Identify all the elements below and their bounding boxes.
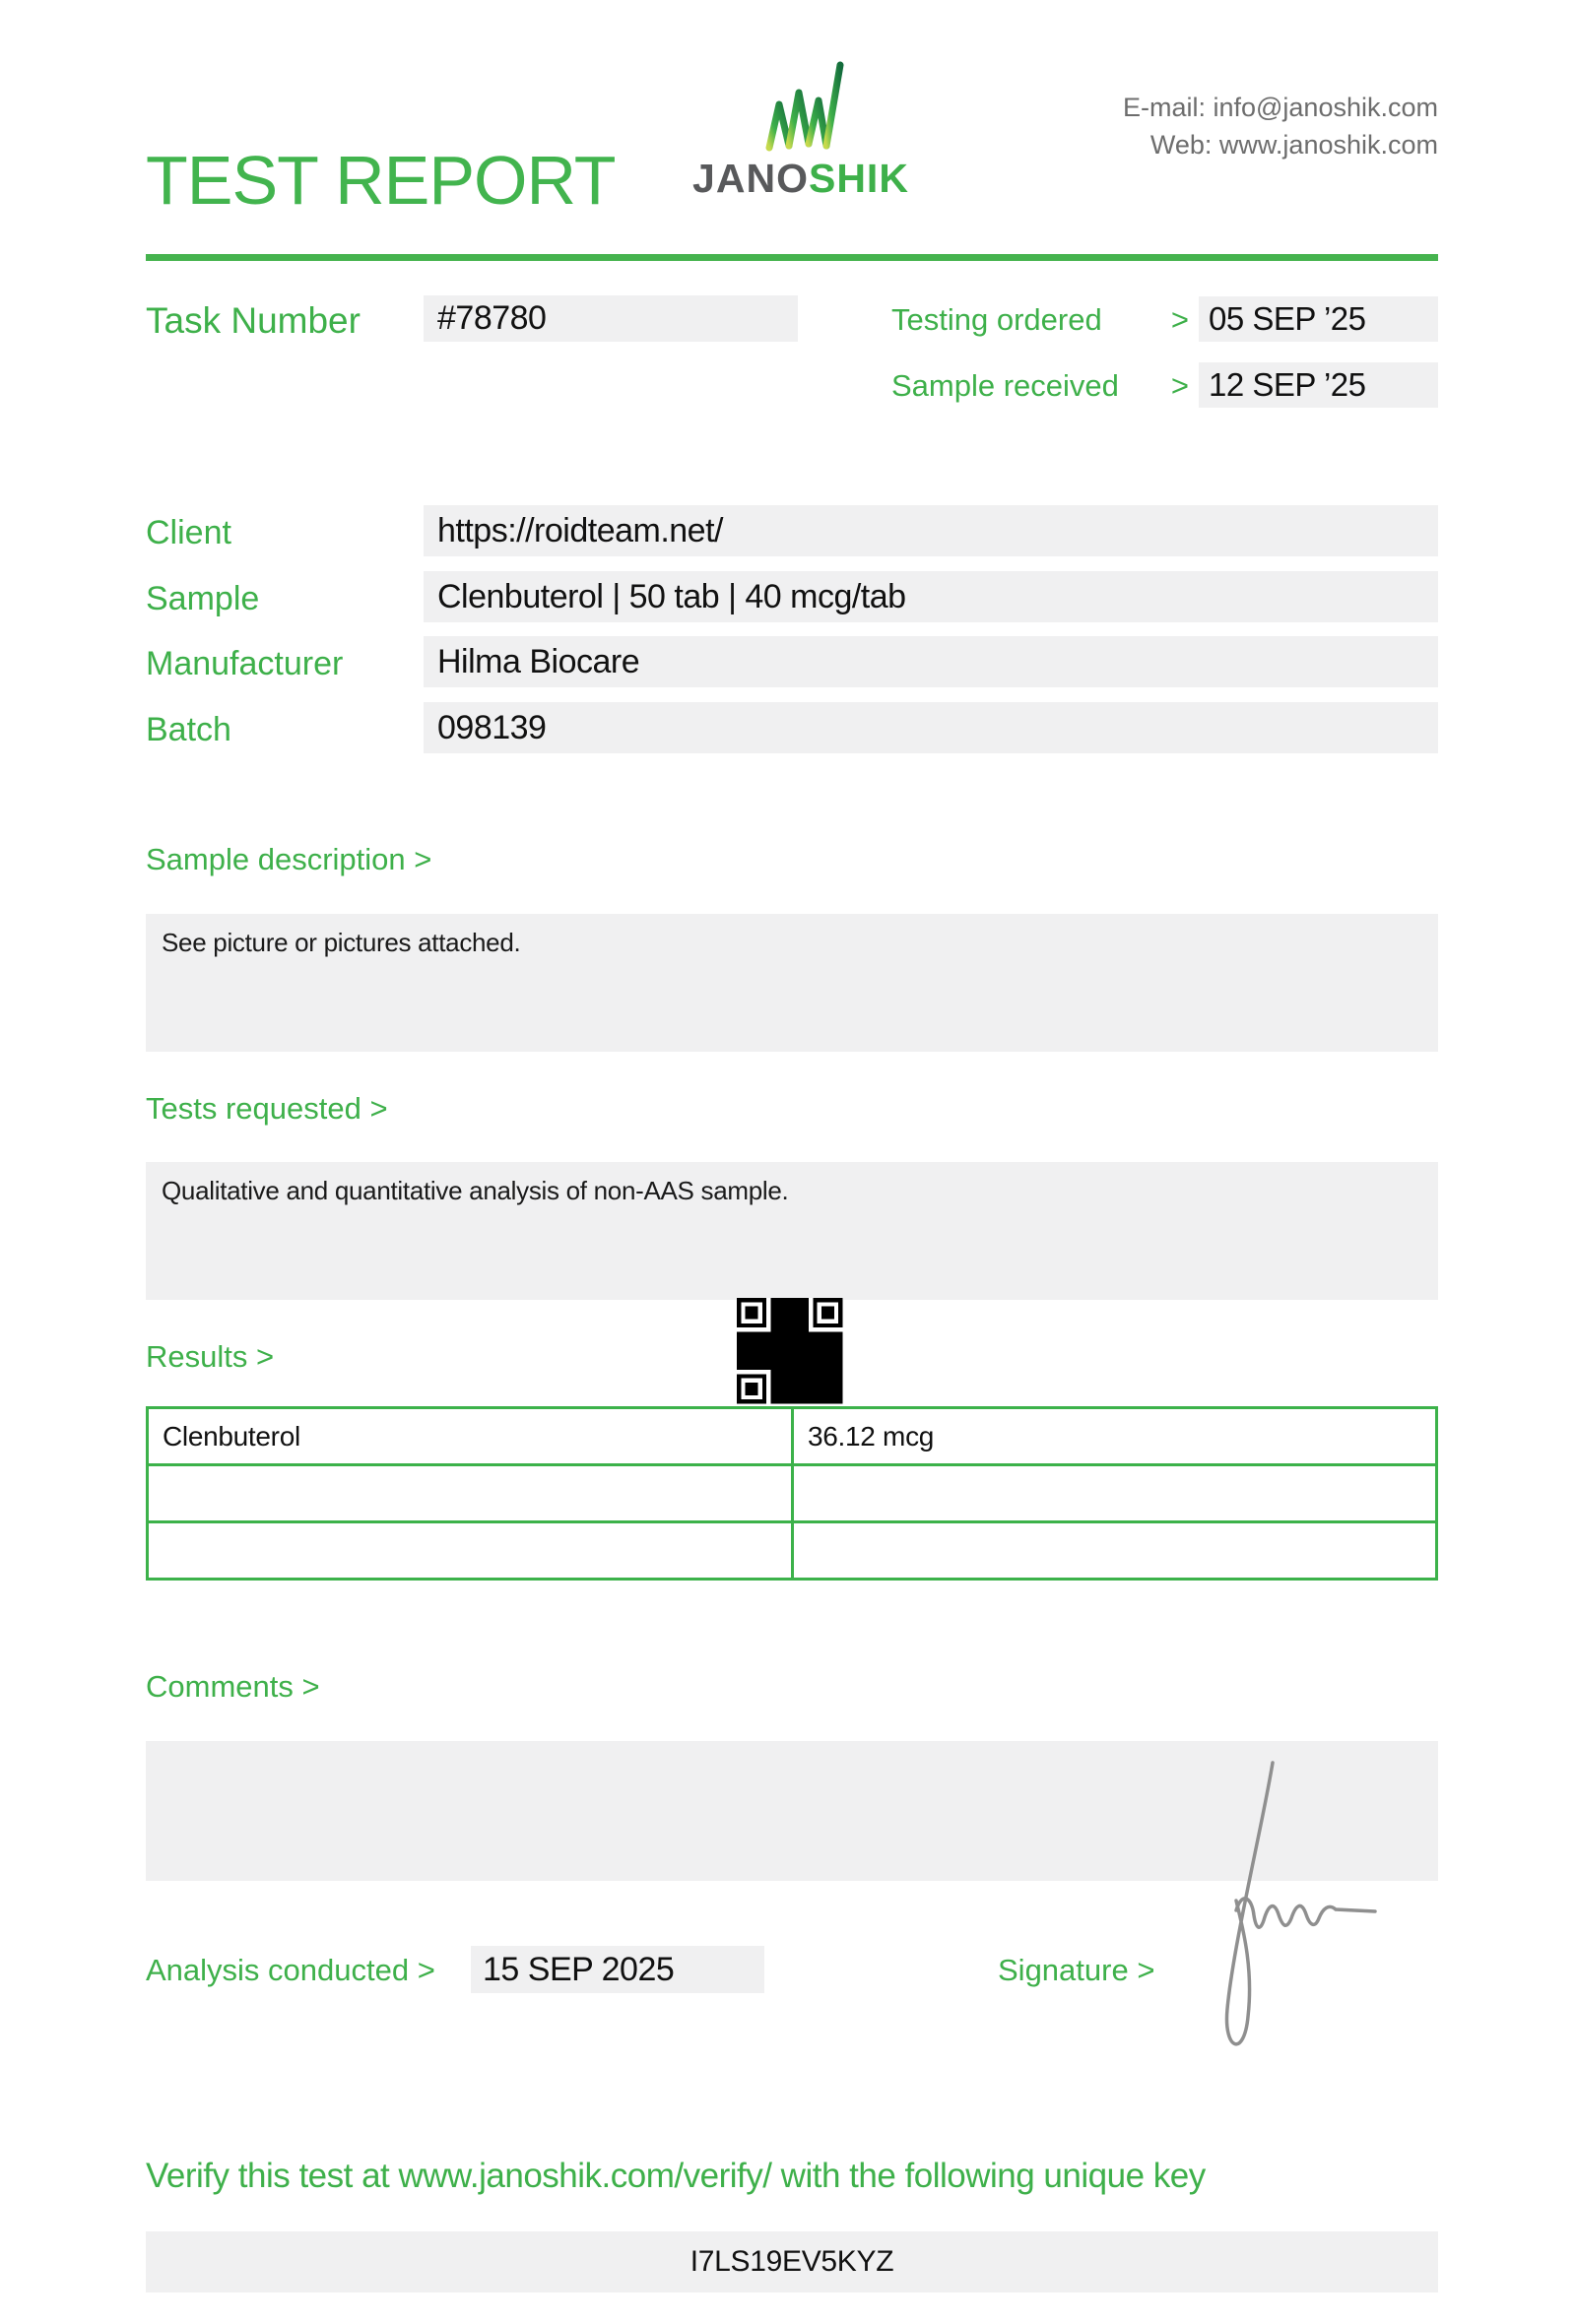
testing-ordered-arrow: > (1170, 302, 1189, 337)
task-number-value: #78780 (424, 295, 798, 342)
analysis-conducted-date: 15 SEP 2025 (471, 1946, 764, 1993)
logo-word-gray: JANO (692, 156, 809, 201)
sample-description-box: See picture or pictures attached. (146, 914, 1438, 1052)
results-heading: Results > (146, 1339, 275, 1374)
testing-ordered-value: 05 SEP ’25 (1199, 296, 1438, 342)
manufacturer-label: Manufacturer (146, 645, 344, 682)
signature-scribble (1172, 1743, 1409, 2078)
verify-instruction: Verify this test at www.janoshik.com/verify/ with the following unique key (146, 2157, 1206, 2195)
verify-key: I7LS19EV5KYZ (146, 2231, 1438, 2292)
result-name-cell: Clenbuterol (149, 1409, 794, 1463)
sample-received-label (891, 368, 1189, 404)
tests-requested-heading: Tests requested > (146, 1091, 388, 1126)
contact-block (1123, 89, 1438, 163)
table-row (149, 1466, 1435, 1523)
result-name-cell (149, 1523, 794, 1578)
comments-heading: Comments > (146, 1669, 320, 1704)
testing-ordered-label (891, 302, 1189, 338)
page-title: TEST REPORT (146, 142, 616, 219)
sample-description-heading: Sample description > (146, 842, 432, 876)
chart-peaks-icon (742, 57, 860, 152)
manufacturer-value: Hilma Biocare (424, 636, 1438, 687)
signature-label: Signature > (998, 1953, 1155, 1987)
result-name-cell (149, 1466, 794, 1520)
result-value-cell (794, 1523, 1435, 1578)
logo-wordmark (678, 156, 924, 202)
tests-requested-box: Qualitative and quantitative analysis of non-AAS sample. (146, 1162, 1438, 1300)
logo-word-green: SHIK (808, 156, 909, 201)
results-table (146, 1406, 1438, 1581)
client-value: https://roidteam.net/ (424, 505, 1438, 556)
result-value-cell: 36.12 mcg (808, 1420, 935, 1452)
sample-received-value: 12 SEP ’25 (1199, 362, 1438, 408)
analysis-conducted-label: Analysis conducted > (146, 1953, 435, 1987)
web-line: Web: www.janoshik.com (1149, 130, 1438, 160)
testing-ordered-text: Testing ordered (891, 302, 1102, 337)
email-line: E-mail: info@janoshik.com (1122, 93, 1438, 122)
task-number-label: Task Number (146, 300, 361, 341)
janoshik-logo (678, 57, 924, 202)
sample-received-text: Sample received (891, 368, 1119, 403)
batch-value: 098139 (424, 702, 1438, 753)
header-divider (146, 254, 1438, 261)
batch-label: Batch (146, 711, 231, 748)
sample-received-arrow: > (1170, 368, 1189, 403)
table-row (149, 1409, 1435, 1466)
client-label: Client (146, 514, 231, 551)
qr-code (737, 1298, 843, 1409)
table-row (149, 1523, 1435, 1578)
sample-value: Clenbuterol | 50 tab | 40 mcg/tab (424, 571, 1438, 622)
sample-label: Sample (146, 580, 260, 617)
result-value-cell (794, 1466, 1435, 1520)
